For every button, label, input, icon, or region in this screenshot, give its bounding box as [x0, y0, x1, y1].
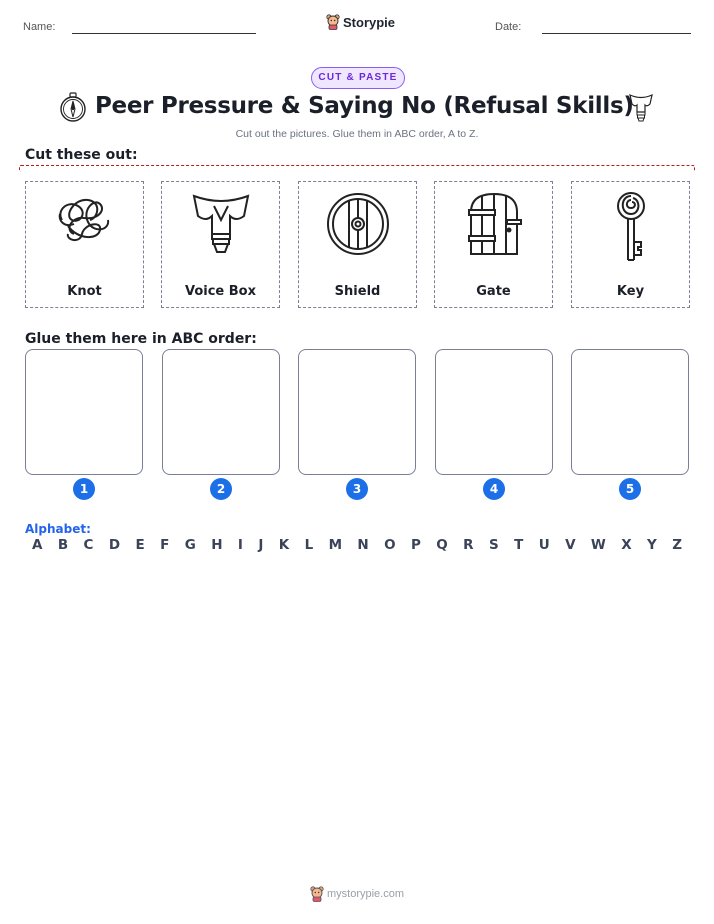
page-title: Peer Pressure & Saying No (Refusal Skills) [95, 93, 634, 119]
glue-box-5[interactable] [571, 349, 689, 475]
cut-card-key[interactable] [571, 181, 690, 308]
letter: J [258, 537, 264, 553]
letter: F [160, 537, 170, 553]
card-label: Shield [334, 284, 381, 299]
glue-box-4[interactable] [435, 349, 553, 475]
letter: Q [436, 537, 448, 553]
number-badge-4: 4 [483, 478, 505, 500]
shield-icon [327, 190, 389, 256]
name-label: Name: [23, 21, 56, 33]
number-badge-2: 2 [210, 478, 232, 500]
instructions: Cut out the pictures. Glue them in ABC order, A to Z. [235, 128, 479, 140]
card-label: Gate [476, 284, 511, 299]
cut-card-gate[interactable] [434, 181, 553, 308]
brand-logo [326, 14, 395, 30]
letter: A [32, 537, 43, 553]
letter: G [184, 537, 196, 553]
letter: P [411, 537, 421, 553]
alphabet-label: Alphabet: [25, 522, 91, 536]
cut-card-shield[interactable] [298, 181, 417, 308]
letter: T [514, 537, 524, 553]
footer [310, 886, 404, 902]
letter: H [211, 537, 223, 553]
cut-line [19, 165, 695, 172]
compass-icon [59, 92, 87, 122]
letter: N [357, 537, 369, 553]
date-line[interactable] [542, 33, 691, 34]
letter: E [135, 537, 145, 553]
card-label: Knot [67, 284, 102, 299]
cut-card-knot[interactable] [25, 181, 144, 308]
letter: W [590, 537, 606, 553]
alphabet-row [32, 537, 682, 553]
bear-mascot-icon [310, 886, 324, 902]
letter: X [621, 537, 632, 553]
glue-box-1[interactable] [25, 349, 143, 475]
letter: Z [672, 537, 682, 553]
number-badge-5: 5 [619, 478, 641, 500]
letter: L [304, 537, 314, 553]
letter: C [83, 537, 94, 553]
cut-paste-badge: CUT & PASTE [311, 67, 405, 89]
letter: Y [647, 537, 657, 553]
letter: S [488, 537, 499, 553]
bear-mascot-icon [326, 14, 340, 30]
glue-section-heading: Glue them here in ABC order: [25, 331, 257, 347]
glue-box-2[interactable] [162, 349, 280, 475]
letter: B [57, 537, 69, 553]
letter: I [237, 537, 243, 553]
letter: U [538, 537, 550, 553]
name-line[interactable] [72, 33, 256, 34]
glue-box-3[interactable] [298, 349, 416, 475]
number-badge-1: 1 [73, 478, 95, 500]
card-label: Voice Box [184, 284, 256, 299]
voice-box-icon [190, 190, 252, 256]
letter: O [384, 537, 396, 553]
letter: K [278, 537, 290, 553]
letter: M [328, 537, 343, 553]
card-label: Key [616, 284, 645, 299]
cut-section-heading: Cut these out: [25, 147, 138, 163]
date-label: Date: [495, 21, 522, 33]
footer-site[interactable]: mystorypie.com [327, 888, 405, 900]
gate-icon [463, 190, 525, 256]
letter: D [108, 537, 121, 553]
key-icon [600, 190, 662, 262]
voice-box-icon [627, 92, 655, 122]
brand-name: Storypie [343, 14, 396, 30]
cut-card-voice-box[interactable] [161, 181, 280, 308]
knot-icon [54, 190, 116, 250]
letter: R [463, 537, 474, 553]
number-badge-3: 3 [346, 478, 368, 500]
letter: V [565, 537, 576, 553]
